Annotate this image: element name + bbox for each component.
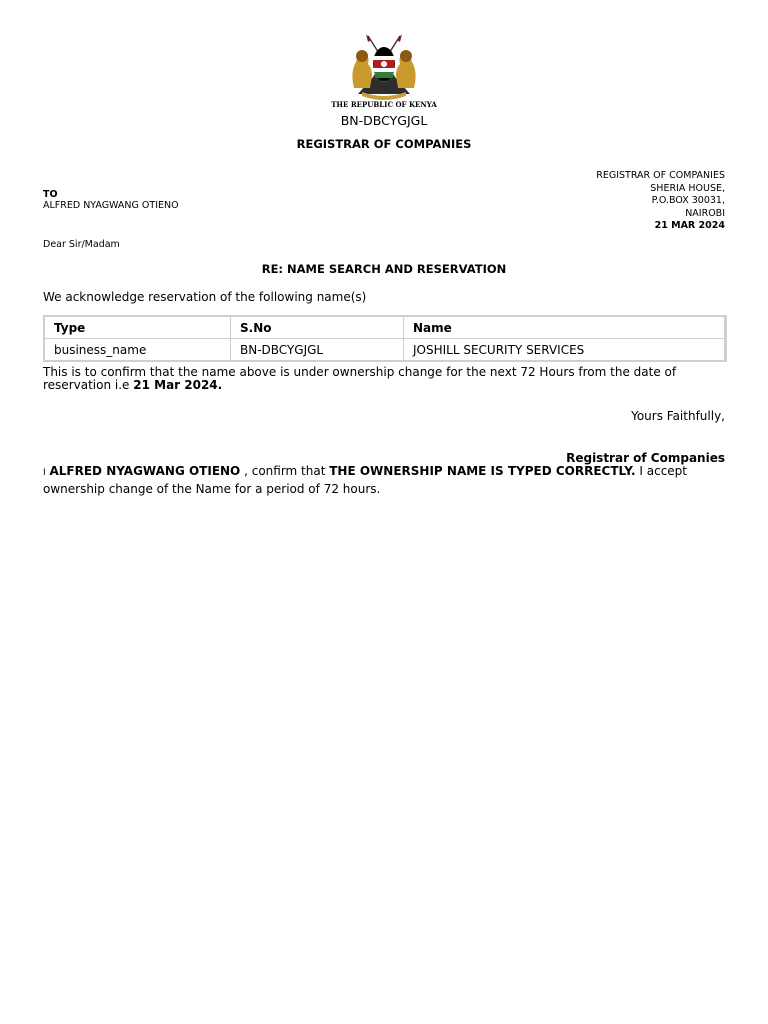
cell-sno: BN-DBCYGJGL: [231, 339, 404, 361]
column-header-sno: S.No: [231, 317, 404, 339]
column-header-name: Name: [404, 317, 725, 339]
reference-number: BN-DBCYGJGL: [340, 113, 428, 128]
address-line: REGISTRAR OF COMPANIES: [596, 170, 725, 181]
registrar-address: [596, 170, 725, 233]
reservation-table: [43, 315, 727, 362]
declaration-statement: THE OWNERSHIP NAME IS TYPED CORRECTLY.: [329, 464, 636, 478]
address-line: NAIROBI: [685, 207, 725, 219]
confirmation-text: This is to confirm that the name above is under ownership change for the next 72 Hours from the date of reservation i.e: [43, 365, 677, 392]
reservation-date: 21 Mar 2024.: [133, 378, 223, 392]
salutation: Dear Sir/Madam: [43, 239, 120, 250]
letter-date: 21 MAR 2024: [654, 220, 725, 231]
confirmation-paragraph: [43, 366, 733, 392]
signatory: Registrar of Companies: [566, 451, 725, 465]
declaration-prefix: I: [43, 468, 46, 478]
coat-of-arms-icon: [344, 32, 424, 100]
column-header-type: Type: [45, 317, 231, 339]
to-label: TO: [43, 189, 58, 200]
declaration-middle: , confirm that: [244, 464, 326, 478]
table-header-row: [45, 317, 725, 339]
address-line: SHERIA HOUSE,: [650, 182, 725, 194]
recipient-block: [43, 189, 179, 211]
subject-line: RE: NAME SEARCH AND RESERVATION: [261, 262, 507, 276]
closing: Yours Faithfully,: [631, 409, 725, 423]
recipient-name: ALFRED NYAGWANG OTIENO: [43, 200, 179, 211]
republic-of-kenya-caption: THE REPUBLIC OF KENYA: [331, 100, 437, 109]
declaration-suffix: I accept ownership change of the Name for a period of 72 hours.: [43, 464, 687, 496]
declarant-name: ALFRED NYAGWANG OTIENO: [49, 464, 241, 478]
table-row: [45, 339, 725, 361]
cell-type: business_name: [45, 339, 231, 361]
acknowledgement-text: We acknowledge reservation of the following name(s): [43, 290, 367, 304]
address-line: P.O.BOX 30031,: [651, 195, 725, 206]
cell-name: JOSHILL SECURITY SERVICES: [404, 339, 725, 361]
declaration-paragraph: [43, 463, 733, 497]
letter-heading: REGISTRAR OF COMPANIES: [296, 137, 472, 151]
